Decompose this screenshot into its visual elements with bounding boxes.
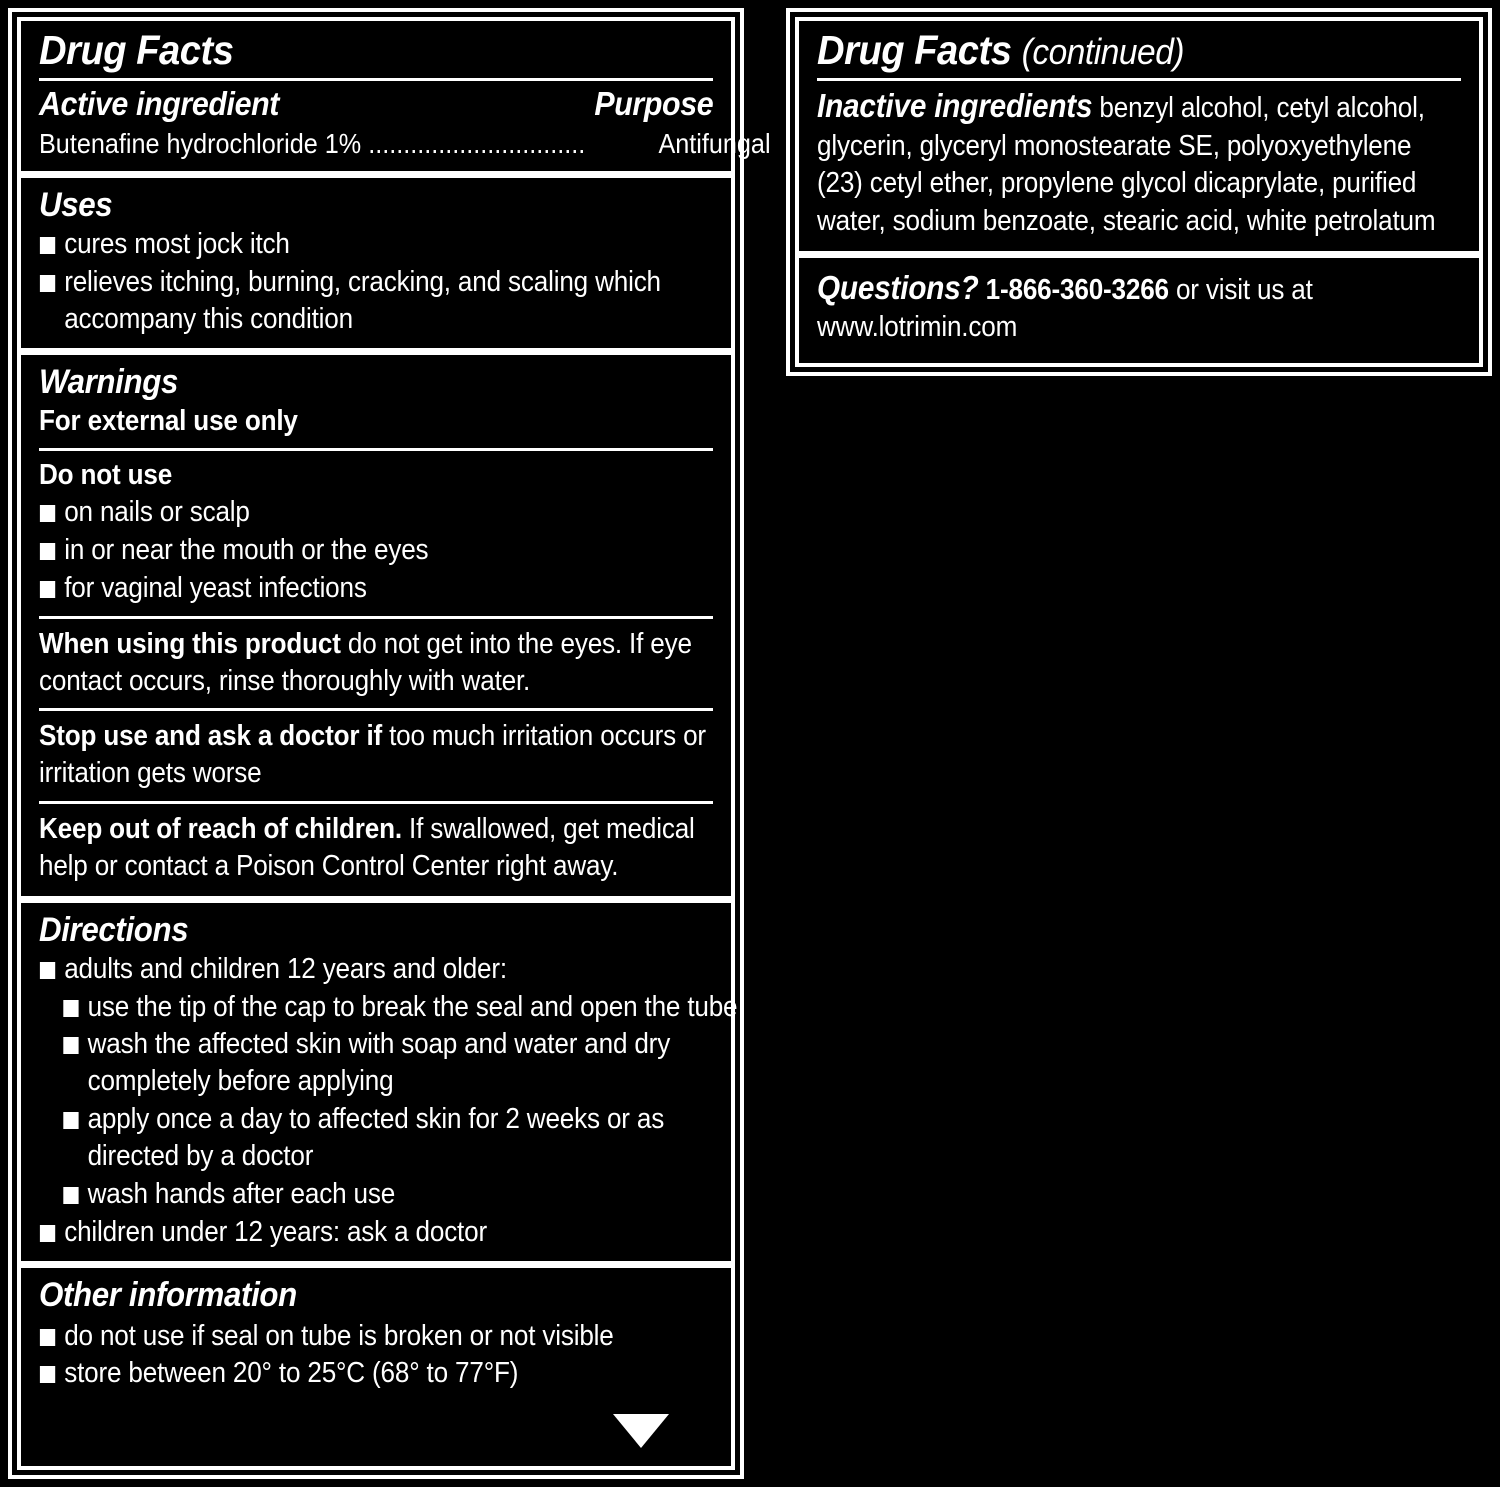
purpose-heading: Purpose <box>594 84 713 122</box>
do-not-use-heading: Do not use <box>39 458 173 491</box>
uses-heading: Uses <box>39 185 113 224</box>
keep-out-of-reach-of-children <box>39 811 712 885</box>
drug-facts-panel-primary <box>8 8 771 1479</box>
other-information-heading: Other information <box>39 1276 297 1315</box>
drug-facts-panel-continued <box>786 8 1492 376</box>
page-title-continued-suffix: (continued) <box>1021 31 1185 72</box>
active-ingredient-headings <box>39 85 713 123</box>
other-information-list <box>39 1317 713 1394</box>
list-item: adults and children 12 years and older: <box>39 951 738 988</box>
inactive-ingredients-label: Inactive ingredients <box>817 86 1093 124</box>
active-ingredient-heading: Active ingredient <box>39 84 280 122</box>
questions-label: Questions? <box>817 268 979 306</box>
keep-out-label: Keep out of reach of children. <box>39 813 402 846</box>
external-use-only: For external use only <box>39 404 298 437</box>
drug-facts-panel-continued-inner <box>795 17 1483 367</box>
warnings-rule-1 <box>39 448 713 451</box>
questions-phone: 1-866-360-3266 <box>985 273 1169 306</box>
active-ingredient-row <box>39 126 771 161</box>
list-item: wash the affected skin with soap and water and dry completely before applying <box>39 1026 761 1100</box>
title-rule-continued <box>817 78 1461 81</box>
section-active-ingredient <box>21 21 771 171</box>
list-item: wash hands after each use <box>39 1176 761 1213</box>
list-item: store between 20° to 25°C (68° to 77°F) <box>39 1355 738 1392</box>
active-ingredient-purpose: Antifungal <box>658 127 771 159</box>
inactive-ingredients-text: benzyl alcohol, cetyl alcohol, glycerin, glyceryl monostearate SE, polyoxyethylene (23) cetyl ether, propylene glycol dicaprylate, purified water, sodium benzoate, stearic acid, white petrolatum <box>817 91 1436 237</box>
when-using-label: When using this product <box>39 627 341 660</box>
when-using-this-product <box>39 626 712 700</box>
list-item: use the tip of the cap to break the seal and open the tube <box>39 989 761 1026</box>
page-title: Drug Facts <box>39 27 234 73</box>
section-directions <box>21 896 738 1262</box>
page-title-continued-main: Drug Facts <box>817 27 1012 73</box>
list-item: in or near the mouth or the eyes <box>39 532 738 569</box>
directions-heading: Directions <box>39 910 189 949</box>
page-title-continued <box>817 29 1416 72</box>
spacer <box>39 1393 713 1414</box>
section-warnings <box>21 348 731 895</box>
list-item: relieves itching, burning, cracking, and scaling which accompany this condition <box>39 264 738 338</box>
list-item: do not use if seal on tube is broken or not visible <box>39 1318 738 1355</box>
active-ingredient-name: Butenafine hydrochloride 1% ............................... <box>39 127 586 159</box>
warnings-heading: Warnings <box>39 363 179 402</box>
warnings-rule-4 <box>39 801 713 804</box>
list-item: on nails or scalp <box>39 494 738 531</box>
section-questions <box>799 251 1479 360</box>
title-rule <box>39 78 713 81</box>
questions-website: www.lotrimin.com <box>817 311 1018 344</box>
when-using-text: do not get into the eyes. If eye contact occurs, rinse thoroughly with water. <box>39 627 692 697</box>
section-inactive-ingredients <box>799 21 1479 251</box>
continuation-arrow-area <box>39 1414 713 1456</box>
uses-list <box>39 226 713 337</box>
keep-out-text: If swallowed, get medical help or contact a Poison Control Center right away. <box>39 813 695 882</box>
list-item: cures most jock itch <box>39 226 738 263</box>
list-item: children under 12 years: ask a doctor <box>39 1214 738 1251</box>
inactive-ingredients <box>817 85 1460 241</box>
down-triangle-icon <box>613 1414 669 1448</box>
warnings-rule-2 <box>39 616 713 619</box>
list-item: apply once a day to affected skin for 2 weeks or as directed by a doctor <box>39 1101 761 1175</box>
stop-use-and-ask-a-doctor <box>39 718 712 792</box>
section-other-information <box>21 1261 731 1466</box>
do-not-use-list <box>39 494 713 606</box>
questions-text: or visit us at <box>1168 273 1313 306</box>
questions <box>817 267 1460 348</box>
section-uses <box>21 171 731 349</box>
stop-use-label: Stop use and ask a doctor if <box>39 720 383 753</box>
list-item: for vaginal yeast infections <box>39 570 738 607</box>
warnings-rule-3 <box>39 708 713 711</box>
stop-use-text: too much irritation occurs or irritation gets worse <box>39 720 706 790</box>
directions-list <box>39 951 738 1251</box>
drug-facts-panel-primary-inner <box>17 17 771 1470</box>
